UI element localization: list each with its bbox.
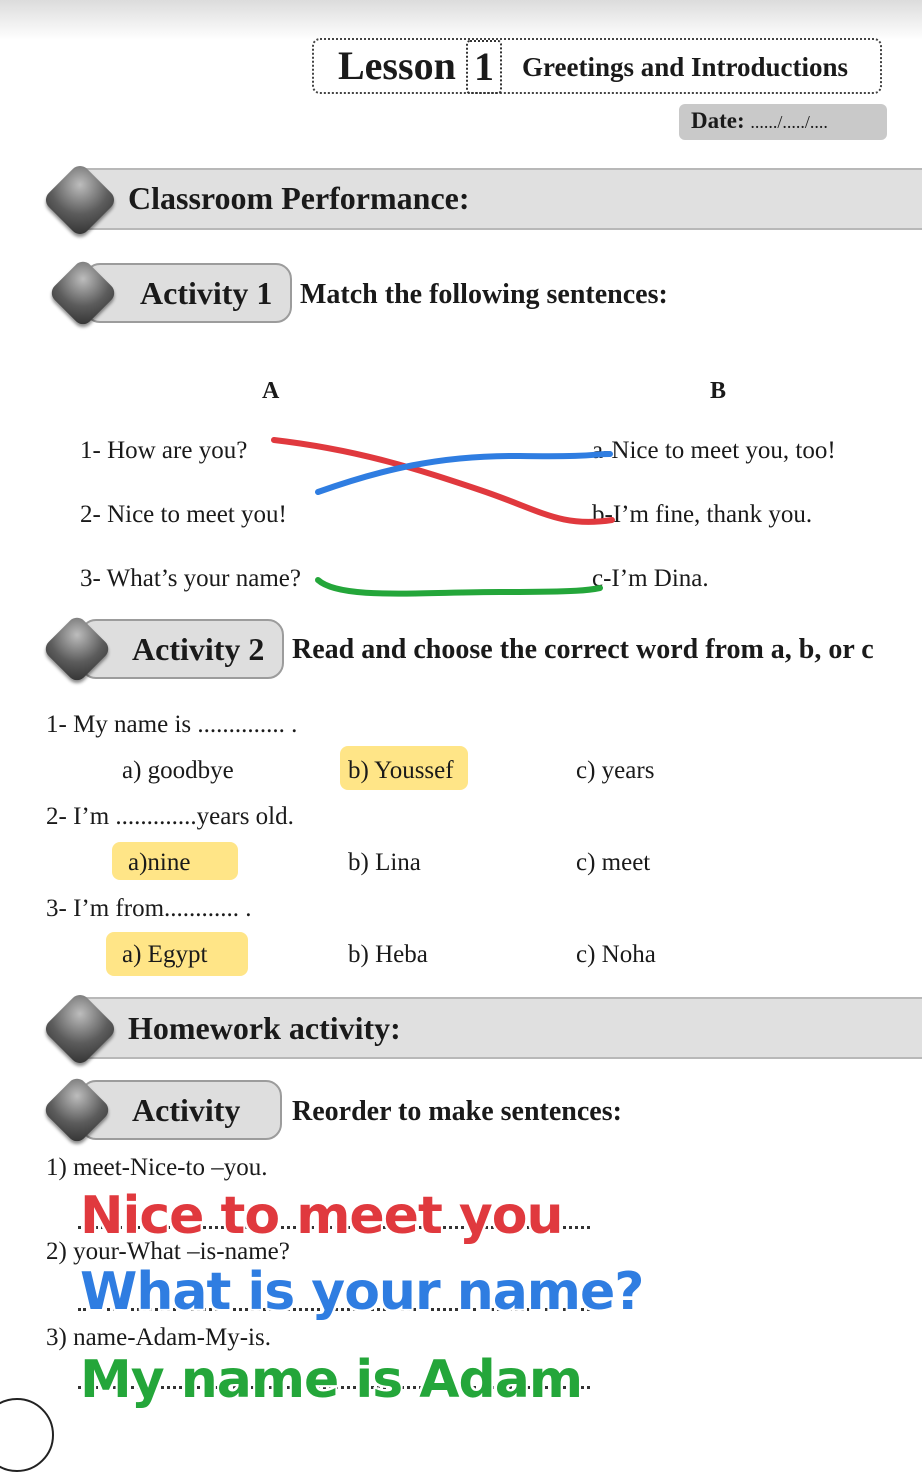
activity1-instruction: Match the following sentences:	[300, 279, 668, 310]
match-item-b2: b-I’m fine, thank you.	[592, 501, 813, 528]
q1-option-c[interactable]: c) years	[576, 757, 655, 784]
activity2-instruction: Read and choose the correct word from a, b, or c	[292, 634, 874, 665]
q2-option-a[interactable]: a)nine	[128, 849, 191, 876]
q2-option-c[interactable]: c) meet	[576, 849, 651, 876]
reorder-prompt-2: 2) your-What –is-name?	[46, 1238, 290, 1265]
homework-section-title: Homework activity:	[128, 1010, 401, 1046]
answer-3: My name is Adam	[80, 1350, 583, 1410]
match-item-b1: a-Nice to meet you, too!	[592, 437, 836, 464]
q3-option-c[interactable]: c) Noha	[576, 941, 656, 968]
answer-1: Nice to meet you	[80, 1186, 563, 1246]
question-2: 2- I’m .............years old.	[46, 803, 294, 830]
lesson-word: Lesson	[338, 43, 456, 88]
question-1: 1- My name is .............. .	[46, 711, 298, 738]
lesson-title: Greetings and Introductions	[522, 52, 849, 82]
match-line-3-c	[318, 580, 600, 594]
homework-activity-label: Activity	[132, 1092, 241, 1128]
reorder-prompt-1: 1) meet-Nice-to –you.	[46, 1154, 268, 1181]
date-placeholder: ....../...../....	[750, 112, 828, 132]
q1-option-b[interactable]: b) Youssef	[348, 757, 454, 784]
reorder-prompt-3: 3) name-Adam-My-is.	[46, 1324, 271, 1351]
q3-option-a[interactable]: a) Egypt	[122, 941, 208, 968]
activity2-label: Activity 2	[132, 631, 265, 667]
classroom-section-title: Classroom Performance:	[128, 180, 470, 216]
match-item-b3: c-I’m Dina.	[592, 565, 709, 592]
column-b-heading: B	[710, 378, 727, 404]
match-item-a1: 1- How are you?	[80, 437, 248, 464]
answer-2: What is your name?	[80, 1262, 644, 1322]
date-label: Date:	[691, 108, 745, 133]
match-item-a3: 3- What’s your name?	[80, 565, 301, 592]
homework-activity-instruction: Reorder to make sentences:	[292, 1096, 622, 1127]
match-line-1-b	[274, 440, 612, 522]
lesson-number: 1	[466, 40, 502, 94]
column-a-heading: A	[262, 378, 280, 404]
q2-option-b[interactable]: b) Lina	[348, 849, 421, 876]
match-item-a2: 2- Nice to meet you!	[80, 501, 287, 528]
question-3: 3- I’m from............ .	[46, 895, 252, 922]
q3-option-b[interactable]: b) Heba	[348, 941, 428, 968]
activity1-label: Activity 1	[140, 275, 273, 311]
q1-option-a[interactable]: a) goodbye	[122, 757, 234, 784]
